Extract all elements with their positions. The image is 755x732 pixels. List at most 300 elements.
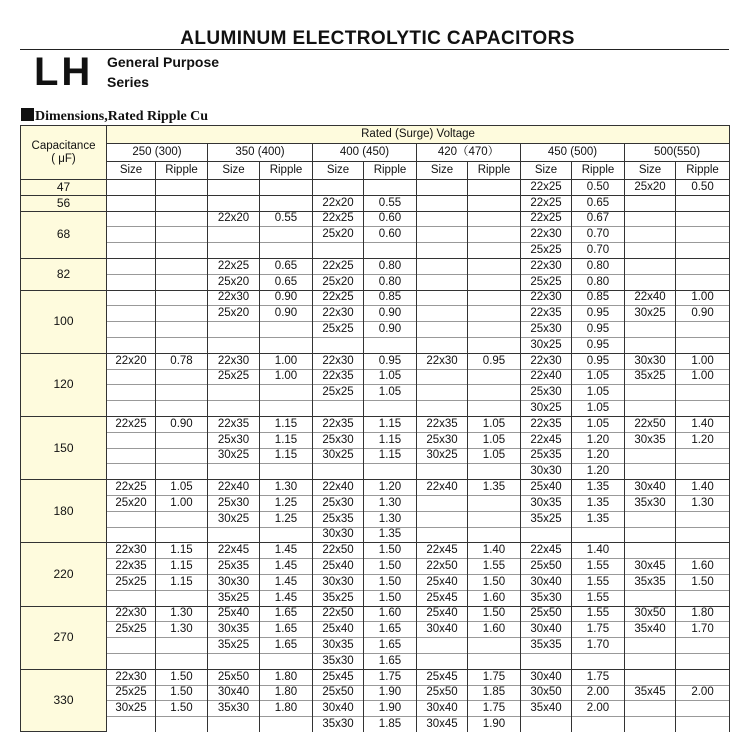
ripple-cell: 1.25 bbox=[260, 511, 313, 527]
size-cell bbox=[313, 401, 364, 417]
size-cell bbox=[208, 322, 260, 338]
size-cell bbox=[313, 464, 364, 480]
ripple-cell: 1.50 bbox=[676, 574, 730, 590]
ripple-cell: 0.50 bbox=[676, 180, 730, 196]
size-cell: 30x35 bbox=[625, 432, 676, 448]
size-cell bbox=[417, 337, 468, 353]
ripple-cell: 0.80 bbox=[572, 274, 625, 290]
ripple-cell: 1.05 bbox=[364, 369, 417, 385]
size-cell: 25x40 bbox=[417, 574, 468, 590]
table-row bbox=[21, 258, 730, 274]
table-row bbox=[21, 290, 730, 306]
ripple-cell: 1.20 bbox=[676, 432, 730, 448]
size-cell: 30x35 bbox=[313, 638, 364, 654]
size-cell: 22x25 bbox=[521, 211, 572, 227]
ripple-cell: 1.55 bbox=[572, 590, 625, 606]
ripple-cell: 0.85 bbox=[364, 290, 417, 306]
capacitance-cell: 150 bbox=[21, 416, 107, 479]
ripple-cell: 0.90 bbox=[364, 306, 417, 322]
size-cell: 25x30 bbox=[417, 432, 468, 448]
table-row bbox=[21, 622, 730, 638]
ripple-cell bbox=[676, 527, 730, 543]
size-cell: 22x30 bbox=[313, 353, 364, 369]
ripple-cell bbox=[364, 180, 417, 196]
ripple-cell: 0.90 bbox=[260, 306, 313, 322]
ripple-cell: 1.45 bbox=[260, 574, 313, 590]
size-cell: 35x25 bbox=[208, 638, 260, 654]
capacitance-cell: 47 bbox=[21, 180, 107, 196]
square-bullet-icon bbox=[21, 108, 34, 121]
ripple-cell bbox=[156, 653, 208, 669]
size-cell: 22x25 bbox=[107, 416, 156, 432]
rated-voltage-header: Rated (Surge) Voltage bbox=[107, 126, 730, 144]
size-cell: 22x30 bbox=[107, 543, 156, 559]
table-row bbox=[21, 369, 730, 385]
ripple-cell: 1.15 bbox=[156, 559, 208, 575]
size-cell: 22x30 bbox=[521, 258, 572, 274]
ripple-cell: 1.15 bbox=[364, 448, 417, 464]
size-cell bbox=[107, 322, 156, 338]
voltage-header: 450 (500) bbox=[521, 144, 625, 162]
size-cell bbox=[107, 369, 156, 385]
table-row bbox=[21, 638, 730, 654]
ripple-cell bbox=[364, 464, 417, 480]
ripple-cell: 1.00 bbox=[260, 369, 313, 385]
size-cell bbox=[107, 638, 156, 654]
ripple-cell: 1.30 bbox=[676, 495, 730, 511]
size-cell: 22x30 bbox=[107, 669, 156, 685]
ripple-cell bbox=[156, 322, 208, 338]
size-cell: 30x30 bbox=[521, 464, 572, 480]
ripple-cell bbox=[156, 290, 208, 306]
ripple-cell: 0.70 bbox=[572, 243, 625, 259]
size-cell: 35x25 bbox=[313, 590, 364, 606]
table-row bbox=[21, 306, 730, 322]
size-cell bbox=[417, 306, 468, 322]
size-cell: 35x40 bbox=[521, 701, 572, 717]
ripple-cell: 1.55 bbox=[468, 559, 521, 575]
size-cell: 25x30 bbox=[313, 432, 364, 448]
ripple-cell: 1.65 bbox=[260, 606, 313, 622]
ripple-cell: 1.20 bbox=[364, 480, 417, 496]
ripple-cell bbox=[156, 448, 208, 464]
ripple-cell bbox=[468, 653, 521, 669]
table-row bbox=[21, 180, 730, 196]
ripple-cell bbox=[676, 385, 730, 401]
ripple-cell bbox=[676, 195, 730, 211]
ripple-cell bbox=[468, 290, 521, 306]
size-cell: 30x40 bbox=[521, 669, 572, 685]
size-cell bbox=[107, 464, 156, 480]
ripple-cell: 0.70 bbox=[572, 227, 625, 243]
table-row bbox=[21, 401, 730, 417]
table-row bbox=[21, 464, 730, 480]
ripple-cell bbox=[468, 385, 521, 401]
voltage-header: 250 (300) bbox=[107, 144, 208, 162]
size-cell bbox=[208, 227, 260, 243]
ripple-cell: 0.95 bbox=[572, 306, 625, 322]
table-row bbox=[21, 211, 730, 227]
size-cell bbox=[625, 227, 676, 243]
ripple-cell: 1.00 bbox=[676, 369, 730, 385]
ripple-cell bbox=[468, 511, 521, 527]
ripple-cell: 1.35 bbox=[572, 480, 625, 496]
ripple-cell: 1.40 bbox=[468, 543, 521, 559]
ripple-cell: 1.05 bbox=[572, 369, 625, 385]
table-row bbox=[21, 606, 730, 622]
ripple-cell: 1.55 bbox=[572, 606, 625, 622]
size-cell bbox=[625, 337, 676, 353]
ripple-cell: 0.95 bbox=[572, 337, 625, 353]
size-cell: 22x40 bbox=[417, 480, 468, 496]
size-cell: 22x30 bbox=[417, 353, 468, 369]
ripple-cell bbox=[260, 653, 313, 669]
size-cell: 30x25 bbox=[107, 701, 156, 717]
size-cell: 22x50 bbox=[313, 543, 364, 559]
ripple-cell bbox=[260, 243, 313, 259]
table-row bbox=[21, 432, 730, 448]
size-cell bbox=[107, 211, 156, 227]
size-cell: 22x35 bbox=[521, 416, 572, 432]
size-cell: 25x20 bbox=[107, 495, 156, 511]
size-cell: 30x40 bbox=[521, 574, 572, 590]
size-cell: 22x25 bbox=[521, 180, 572, 196]
size-cell bbox=[417, 211, 468, 227]
size-cell: 35x35 bbox=[521, 638, 572, 654]
ripple-cell: 0.60 bbox=[364, 227, 417, 243]
size-cell: 30x25 bbox=[521, 401, 572, 417]
size-cell: 35x30 bbox=[313, 717, 364, 732]
ripple-cell bbox=[676, 701, 730, 717]
ripple-cell bbox=[676, 543, 730, 559]
size-cell: 22x50 bbox=[417, 559, 468, 575]
ripple-cell: 1.80 bbox=[260, 669, 313, 685]
size-cell: 25x20 bbox=[313, 227, 364, 243]
size-cell bbox=[417, 290, 468, 306]
ripple-cell: 1.90 bbox=[364, 685, 417, 701]
ripple-cell bbox=[468, 195, 521, 211]
size-header: Size bbox=[417, 162, 468, 180]
ripple-cell: 1.60 bbox=[468, 622, 521, 638]
size-cell bbox=[417, 180, 468, 196]
size-cell: 22x25 bbox=[313, 290, 364, 306]
ripple-cell: 0.80 bbox=[572, 258, 625, 274]
size-cell: 25x20 bbox=[625, 180, 676, 196]
ripple-cell: 2.00 bbox=[572, 685, 625, 701]
size-cell: 22x20 bbox=[208, 211, 260, 227]
ripple-cell: 1.50 bbox=[364, 590, 417, 606]
ripple-cell: 1.50 bbox=[156, 669, 208, 685]
size-cell: 35x30 bbox=[313, 653, 364, 669]
size-cell: 30x40 bbox=[208, 685, 260, 701]
size-cell: 30x30 bbox=[208, 574, 260, 590]
size-cell bbox=[625, 653, 676, 669]
size-cell: 22x40 bbox=[313, 480, 364, 496]
ripple-cell bbox=[572, 653, 625, 669]
ripple-cell: 1.15 bbox=[156, 543, 208, 559]
table-row bbox=[21, 590, 730, 606]
ripple-cell bbox=[468, 638, 521, 654]
size-cell: 22x30 bbox=[521, 290, 572, 306]
size-cell: 25x50 bbox=[521, 606, 572, 622]
size-cell bbox=[107, 180, 156, 196]
table-row bbox=[21, 480, 730, 496]
size-cell bbox=[521, 527, 572, 543]
size-cell bbox=[625, 274, 676, 290]
ripple-cell bbox=[364, 243, 417, 259]
section-heading bbox=[21, 108, 208, 125]
size-cell: 30x30 bbox=[313, 527, 364, 543]
ripple-cell bbox=[676, 243, 730, 259]
size-cell bbox=[625, 701, 676, 717]
ripple-cell bbox=[676, 653, 730, 669]
size-cell: 25x20 bbox=[313, 274, 364, 290]
ripple-cell bbox=[156, 717, 208, 732]
size-cell bbox=[208, 337, 260, 353]
ripple-cell: 0.50 bbox=[572, 180, 625, 196]
ripple-cell bbox=[364, 401, 417, 417]
size-cell: 22x30 bbox=[208, 290, 260, 306]
table-row bbox=[21, 495, 730, 511]
size-cell bbox=[208, 180, 260, 196]
ripple-cell bbox=[156, 274, 208, 290]
size-cell: 25x40 bbox=[521, 480, 572, 496]
ripple-cell: 0.90 bbox=[156, 416, 208, 432]
size-cell bbox=[208, 653, 260, 669]
size-cell: 30x25 bbox=[417, 448, 468, 464]
ripple-cell bbox=[468, 369, 521, 385]
size-cell: 30x40 bbox=[625, 480, 676, 496]
voltage-header: 350 (400) bbox=[208, 144, 313, 162]
size-cell: 30x35 bbox=[521, 495, 572, 511]
ripple-cell: 1.65 bbox=[364, 622, 417, 638]
capacitance-header bbox=[21, 126, 107, 180]
ripple-cell: 0.95 bbox=[572, 322, 625, 338]
ripple-cell: 1.35 bbox=[468, 480, 521, 496]
ripple-cell bbox=[468, 180, 521, 196]
size-cell bbox=[208, 401, 260, 417]
capacitance-cell: 220 bbox=[21, 543, 107, 606]
size-cell bbox=[417, 464, 468, 480]
capacitance-cell: 82 bbox=[21, 258, 107, 290]
size-header: Size bbox=[625, 162, 676, 180]
ripple-cell: 0.85 bbox=[572, 290, 625, 306]
table-row bbox=[21, 353, 730, 369]
size-cell bbox=[625, 322, 676, 338]
size-cell: 25x50 bbox=[521, 559, 572, 575]
size-cell: 30x30 bbox=[313, 574, 364, 590]
ripple-cell bbox=[676, 464, 730, 480]
size-cell bbox=[107, 448, 156, 464]
size-cell bbox=[208, 195, 260, 211]
capacitance-cell: 100 bbox=[21, 290, 107, 353]
ripple-cell bbox=[468, 464, 521, 480]
ripple-cell bbox=[260, 195, 313, 211]
size-cell: 25x40 bbox=[208, 606, 260, 622]
size-cell: 25x50 bbox=[417, 685, 468, 701]
size-cell bbox=[107, 290, 156, 306]
size-cell: 30x25 bbox=[521, 337, 572, 353]
capacitance-label: Capacitance bbox=[31, 139, 96, 152]
size-cell bbox=[208, 243, 260, 259]
ripple-header: Ripple bbox=[260, 162, 313, 180]
size-cell: 22x30 bbox=[107, 606, 156, 622]
size-cell bbox=[417, 274, 468, 290]
ripple-cell bbox=[572, 717, 625, 732]
ripple-cell bbox=[156, 638, 208, 654]
ripple-cell: 0.60 bbox=[364, 211, 417, 227]
ripple-header: Ripple bbox=[364, 162, 417, 180]
size-cell bbox=[625, 211, 676, 227]
ripple-cell: 2.00 bbox=[676, 685, 730, 701]
size-cell: 30x25 bbox=[313, 448, 364, 464]
ripple-cell bbox=[156, 243, 208, 259]
ripple-cell bbox=[468, 243, 521, 259]
ripple-cell: 1.75 bbox=[364, 669, 417, 685]
size-cell bbox=[107, 432, 156, 448]
size-cell: 22x35 bbox=[313, 369, 364, 385]
dimensions-ripple-table bbox=[20, 125, 730, 732]
ripple-cell: 1.05 bbox=[468, 432, 521, 448]
table-row bbox=[21, 717, 730, 732]
size-cell bbox=[625, 385, 676, 401]
ripple-cell: 1.30 bbox=[364, 495, 417, 511]
size-cell: 35x30 bbox=[208, 701, 260, 717]
ripple-cell: 1.30 bbox=[364, 511, 417, 527]
size-cell: 30x45 bbox=[417, 717, 468, 732]
ripple-cell bbox=[260, 385, 313, 401]
size-cell: 22x25 bbox=[521, 195, 572, 211]
ripple-cell: 1.65 bbox=[364, 653, 417, 669]
ripple-cell: 1.65 bbox=[260, 638, 313, 654]
size-cell bbox=[625, 195, 676, 211]
ripple-cell: 0.90 bbox=[364, 322, 417, 338]
size-cell: 22x35 bbox=[417, 416, 468, 432]
table-row bbox=[21, 511, 730, 527]
ripple-cell: 0.95 bbox=[572, 353, 625, 369]
ripple-cell bbox=[156, 306, 208, 322]
ripple-cell: 1.85 bbox=[468, 685, 521, 701]
ripple-cell: 1.80 bbox=[260, 701, 313, 717]
size-cell: 22x35 bbox=[208, 416, 260, 432]
ripple-cell: 0.80 bbox=[364, 274, 417, 290]
ripple-cell: 1.15 bbox=[364, 432, 417, 448]
size-cell: 25x35 bbox=[208, 559, 260, 575]
size-cell bbox=[521, 653, 572, 669]
ripple-cell: 1.05 bbox=[572, 416, 625, 432]
ripple-cell bbox=[156, 464, 208, 480]
ripple-cell bbox=[260, 527, 313, 543]
ripple-cell: 2.00 bbox=[572, 701, 625, 717]
size-cell bbox=[313, 243, 364, 259]
capacitance-cell: 68 bbox=[21, 211, 107, 258]
size-cell: 30x40 bbox=[417, 701, 468, 717]
size-cell: 22x30 bbox=[208, 353, 260, 369]
ripple-cell: 1.05 bbox=[468, 416, 521, 432]
size-cell: 25x40 bbox=[313, 622, 364, 638]
size-cell: 25x25 bbox=[208, 369, 260, 385]
size-cell: 25x30 bbox=[208, 432, 260, 448]
size-cell bbox=[625, 511, 676, 527]
ripple-cell bbox=[156, 590, 208, 606]
voltage-header: 500(550) bbox=[625, 144, 730, 162]
table-row bbox=[21, 685, 730, 701]
capacitance-unit: ( μF) bbox=[51, 152, 76, 165]
ripple-cell bbox=[676, 590, 730, 606]
size-cell bbox=[417, 243, 468, 259]
ripple-cell: 1.50 bbox=[156, 685, 208, 701]
size-cell: 30x40 bbox=[313, 701, 364, 717]
size-cell bbox=[417, 653, 468, 669]
ripple-cell: 0.65 bbox=[260, 274, 313, 290]
ripple-cell: 1.55 bbox=[572, 559, 625, 575]
size-cell bbox=[417, 527, 468, 543]
ripple-cell bbox=[156, 369, 208, 385]
size-cell bbox=[625, 448, 676, 464]
capacitance-cell: 180 bbox=[21, 480, 107, 543]
size-cell bbox=[107, 306, 156, 322]
size-cell: 25x20 bbox=[208, 274, 260, 290]
size-ripple-header-row bbox=[21, 162, 730, 180]
ripple-cell: 1.65 bbox=[260, 622, 313, 638]
ripple-cell bbox=[156, 195, 208, 211]
table-row bbox=[21, 448, 730, 464]
size-cell bbox=[625, 669, 676, 685]
table-row bbox=[21, 243, 730, 259]
table-row bbox=[21, 574, 730, 590]
voltage-header-row bbox=[21, 126, 730, 144]
ripple-cell: 1.55 bbox=[572, 574, 625, 590]
ripple-cell bbox=[260, 180, 313, 196]
ripple-cell bbox=[156, 511, 208, 527]
size-cell: 25x20 bbox=[208, 306, 260, 322]
size-cell: 22x25 bbox=[313, 211, 364, 227]
size-cell: 22x45 bbox=[521, 432, 572, 448]
ripple-cell bbox=[468, 401, 521, 417]
ripple-cell: 1.50 bbox=[156, 701, 208, 717]
size-cell: 35x25 bbox=[625, 369, 676, 385]
size-cell: 22x20 bbox=[107, 353, 156, 369]
size-cell: 30x50 bbox=[625, 606, 676, 622]
size-cell: 25x45 bbox=[313, 669, 364, 685]
ripple-cell bbox=[468, 495, 521, 511]
size-cell: 25x40 bbox=[417, 606, 468, 622]
size-cell bbox=[625, 464, 676, 480]
ripple-cell: 1.70 bbox=[572, 638, 625, 654]
size-cell: 30x25 bbox=[625, 306, 676, 322]
ripple-cell: 1.15 bbox=[260, 448, 313, 464]
size-cell: 22x40 bbox=[521, 369, 572, 385]
ripple-cell: 1.00 bbox=[156, 495, 208, 511]
ripple-cell bbox=[468, 322, 521, 338]
size-cell: 35x25 bbox=[521, 511, 572, 527]
size-cell: 35x25 bbox=[208, 590, 260, 606]
size-header: Size bbox=[208, 162, 260, 180]
ripple-cell: 1.05 bbox=[364, 385, 417, 401]
size-header: Size bbox=[107, 162, 156, 180]
size-cell: 25x35 bbox=[313, 511, 364, 527]
table-row bbox=[21, 559, 730, 575]
size-cell: 22x45 bbox=[521, 543, 572, 559]
voltage-header: 400 (450) bbox=[313, 144, 417, 162]
ripple-cell: 1.75 bbox=[468, 701, 521, 717]
ripple-cell bbox=[260, 464, 313, 480]
ripple-cell bbox=[156, 401, 208, 417]
size-cell bbox=[107, 590, 156, 606]
ripple-cell bbox=[676, 337, 730, 353]
size-header: Size bbox=[521, 162, 572, 180]
section-title: Dimensions,Rated Ripple Cu bbox=[35, 109, 209, 124]
